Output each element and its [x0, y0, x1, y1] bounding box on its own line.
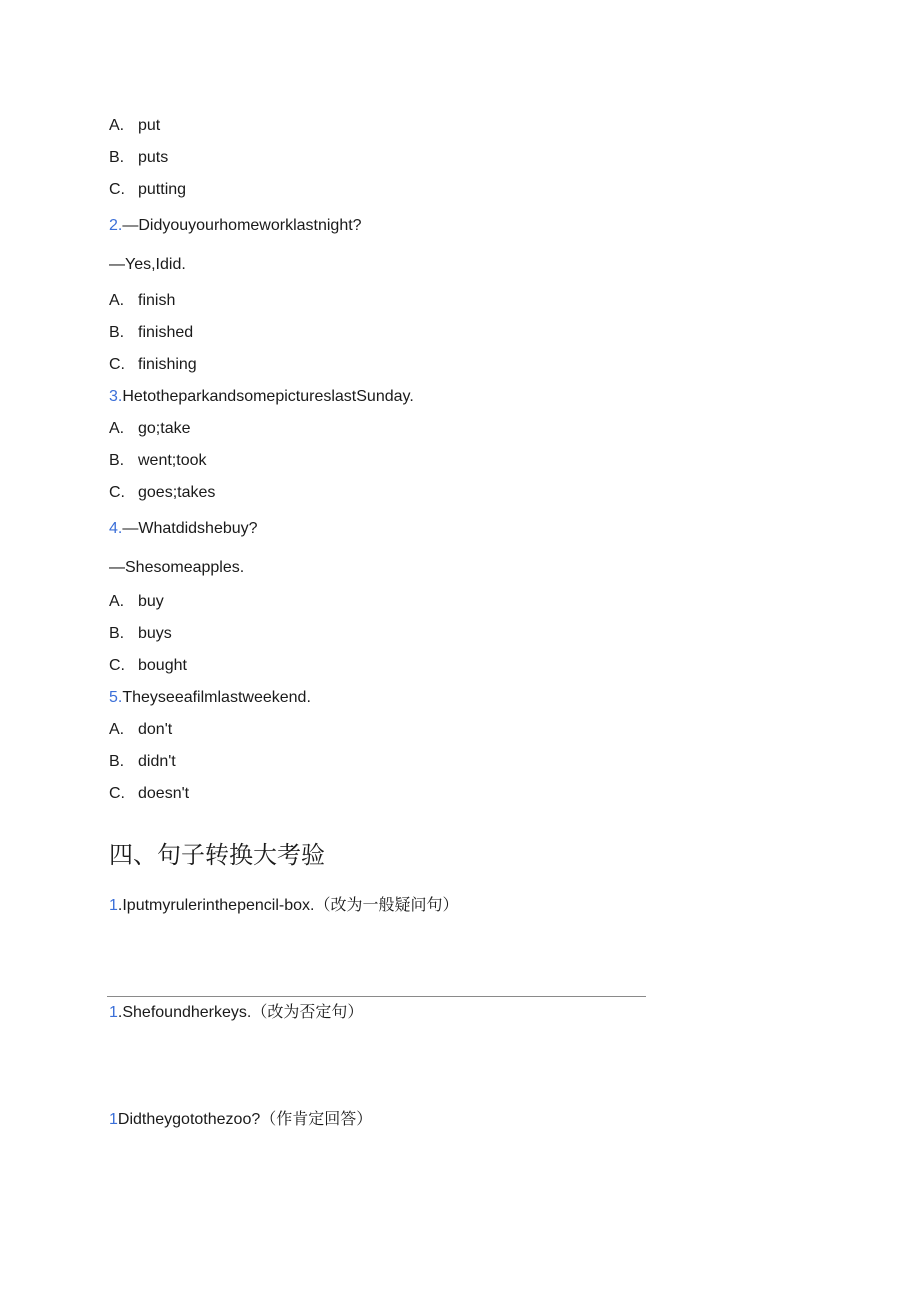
q4-prompt	[109, 519, 258, 539]
option-text: bought	[138, 657, 187, 674]
answer-divider	[107, 996, 646, 997]
option-letter: C.	[109, 181, 125, 198]
option-letter: C.	[109, 484, 125, 501]
question-number: 5.	[109, 689, 123, 706]
option-text: don't	[138, 721, 173, 738]
q5-option-a	[109, 720, 172, 740]
question-number: 2.	[109, 217, 123, 234]
option-letter: A.	[109, 292, 125, 309]
item-number: 1	[109, 1111, 118, 1128]
option-letter: A.	[109, 117, 125, 134]
option-text: go;take	[138, 420, 191, 437]
option-text: finishing	[138, 356, 197, 373]
option-text: didn't	[138, 753, 176, 770]
q3-option-a	[109, 419, 190, 439]
option-letter: C.	[109, 356, 125, 373]
option-letter: B.	[109, 625, 125, 642]
option-text: goes;takes	[138, 484, 216, 501]
q3-prompt	[109, 387, 414, 407]
transform-item-1	[109, 896, 458, 916]
q2-prompt	[109, 216, 362, 236]
option-letter: C.	[109, 785, 125, 802]
option-letter: A.	[109, 593, 125, 610]
option-letter: A.	[109, 721, 125, 738]
q2-option-b	[109, 323, 193, 343]
q4-option-a	[109, 592, 164, 612]
transform-item-2	[109, 1003, 363, 1023]
question-number: 3.	[109, 388, 123, 405]
q4-answer: —Shesomeapples.	[109, 559, 245, 576]
q4-option-b	[109, 624, 172, 644]
option-letter: C.	[109, 657, 125, 674]
q2-option-c	[109, 355, 197, 375]
option-text: finished	[138, 324, 194, 341]
option-letter: B.	[109, 324, 125, 341]
q5-option-b	[109, 752, 176, 772]
q1-option-a	[109, 116, 160, 136]
option-letter: B.	[109, 452, 125, 469]
item-text: .Shefoundherkeys.（改为否定句）	[117, 1004, 364, 1021]
question-text: Theyseeafilmlastweekend.	[122, 689, 311, 706]
question-number: 4.	[109, 520, 123, 537]
question-text: HetotheparkandsomepictureslastSunday.	[122, 388, 414, 405]
q1-option-b	[109, 148, 168, 168]
item-number: 1	[109, 897, 118, 914]
q2-answer: —Yes,Idid.	[109, 256, 186, 273]
option-letter: B.	[109, 149, 125, 166]
option-text: puts	[138, 149, 169, 166]
option-text: buy	[138, 593, 164, 610]
option-text: went;took	[138, 452, 207, 469]
q3-option-b	[109, 451, 206, 471]
option-letter: B.	[109, 753, 125, 770]
item-text: .Iputmyrulerinthepencil-box.（改为一般疑问句）	[117, 897, 459, 914]
option-text: buys	[138, 625, 172, 642]
q5-option-c	[109, 784, 189, 804]
item-text: Didtheygotothezoo?（作肯定回答）	[117, 1111, 373, 1128]
question-text: —Didyouyourhomeworklastnight?	[122, 217, 362, 234]
q2-option-a	[109, 291, 175, 311]
option-text: finish	[138, 292, 176, 309]
section-heading: 四、句子转换大考验	[109, 842, 325, 869]
question-text: —Whatdidshebuy?	[122, 520, 258, 537]
q1-option-c	[109, 180, 186, 200]
option-text: putting	[138, 181, 187, 198]
option-letter: A.	[109, 420, 125, 437]
item-number: 1	[109, 1004, 118, 1021]
option-text: put	[138, 117, 161, 134]
transform-item-3	[109, 1110, 372, 1130]
q5-prompt	[109, 688, 311, 708]
q4-option-c	[109, 656, 187, 676]
q3-option-c	[109, 483, 215, 503]
option-text: doesn't	[138, 785, 190, 802]
